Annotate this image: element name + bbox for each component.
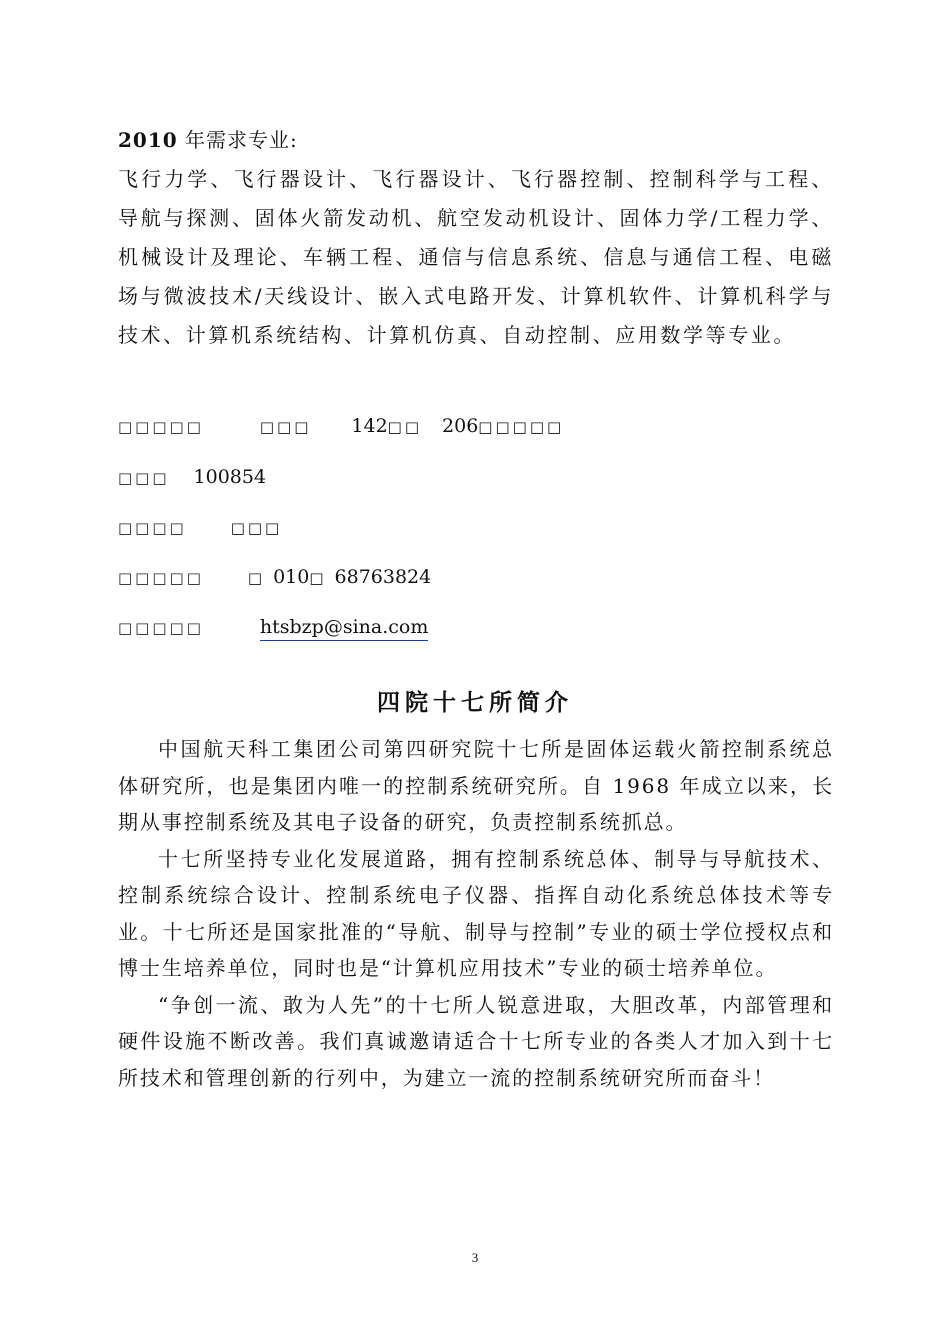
majors-list: 飞行力学、飞行器设计、飞行器设计、飞行器控制、控制科学与工程、导航与探测、固体火箭发动机、航空发动机设计、固体力学/工程力学、机械设计及理论、车辆工程、通信与信息系统、信息与通信工程、电磁场与微波技术/天线设计、嵌入式电路开发、计算机软件、计算机科学与技术、计算机系统结构、计算机仿真、自动控制、应用数学等专业。 bbox=[118, 167, 834, 347]
requirements-year: 2010 bbox=[118, 128, 178, 152]
address-num2: 206 bbox=[442, 415, 479, 437]
contact-person-value: □□□ bbox=[230, 519, 283, 537]
section-title: 四院十七所简介 bbox=[377, 689, 573, 716]
intro-body bbox=[118, 731, 834, 1096]
address-part1: □□□ bbox=[259, 418, 312, 436]
contact-person-label: □□□□ bbox=[118, 519, 187, 537]
address-label: □□□□□ bbox=[118, 418, 204, 436]
contact-email bbox=[118, 616, 428, 638]
contact-postcode bbox=[118, 466, 266, 488]
requirements-heading bbox=[118, 124, 298, 153]
email-link[interactable]: htsbzp@sina.com bbox=[260, 616, 429, 641]
phone-prefix: □ bbox=[247, 569, 266, 587]
intro-paragraph-3: “争创一流、敢为人先”的十七所人锐意进取，大胆改革，内部管理和硬件设施不断改善。我们真诚邀请适合十七所专业的各类人才加入到十七所技术和管理创新的行列中，为建立一流的控制系统研究所而奋斗！ bbox=[118, 992, 834, 1090]
intro-paragraph-1: 中国航天科工集团公司第四研究院十七所是固体运载火箭控制系统总体研究所，也是集团内唯一的控制系统研究所。自 1968 年成立以来，长期从事控制系统及其电子设备的研究，负责控制系统抓总。 bbox=[118, 737, 834, 834]
contact-phone bbox=[118, 566, 431, 588]
requirements-heading-text: 年需求专业: bbox=[177, 128, 298, 152]
address-num1: 142 bbox=[351, 415, 388, 437]
phone-separator: □ bbox=[309, 569, 327, 587]
contact-person bbox=[118, 516, 282, 538]
phone-area-code: 010 bbox=[273, 566, 310, 588]
page-number: 3 bbox=[471, 1250, 479, 1265]
contact-address bbox=[118, 415, 564, 437]
intro-paragraph-2: 十七所坚持专业化发展道路，拥有控制系统总体、制导与导航技术、控制系统综合设计、控制系统电子仪器、指挥自动化系统总体技术等专业。十七所还是国家批准的“导航、制导与控制”专业的硕士学位授权点和博士生培养单位，同时也是“计算机应用技术”专业的硕士培养单位。 bbox=[118, 846, 834, 980]
postcode-value: 100854 bbox=[193, 466, 267, 488]
phone-number: 68763824 bbox=[334, 566, 432, 588]
phone-label: □□□□□ bbox=[118, 569, 204, 587]
email-label: □□□□□ bbox=[118, 619, 204, 637]
address-part2: □□ bbox=[387, 418, 423, 436]
postcode-label: □□□ bbox=[118, 469, 170, 487]
address-part3: □□□□□ bbox=[478, 418, 565, 436]
